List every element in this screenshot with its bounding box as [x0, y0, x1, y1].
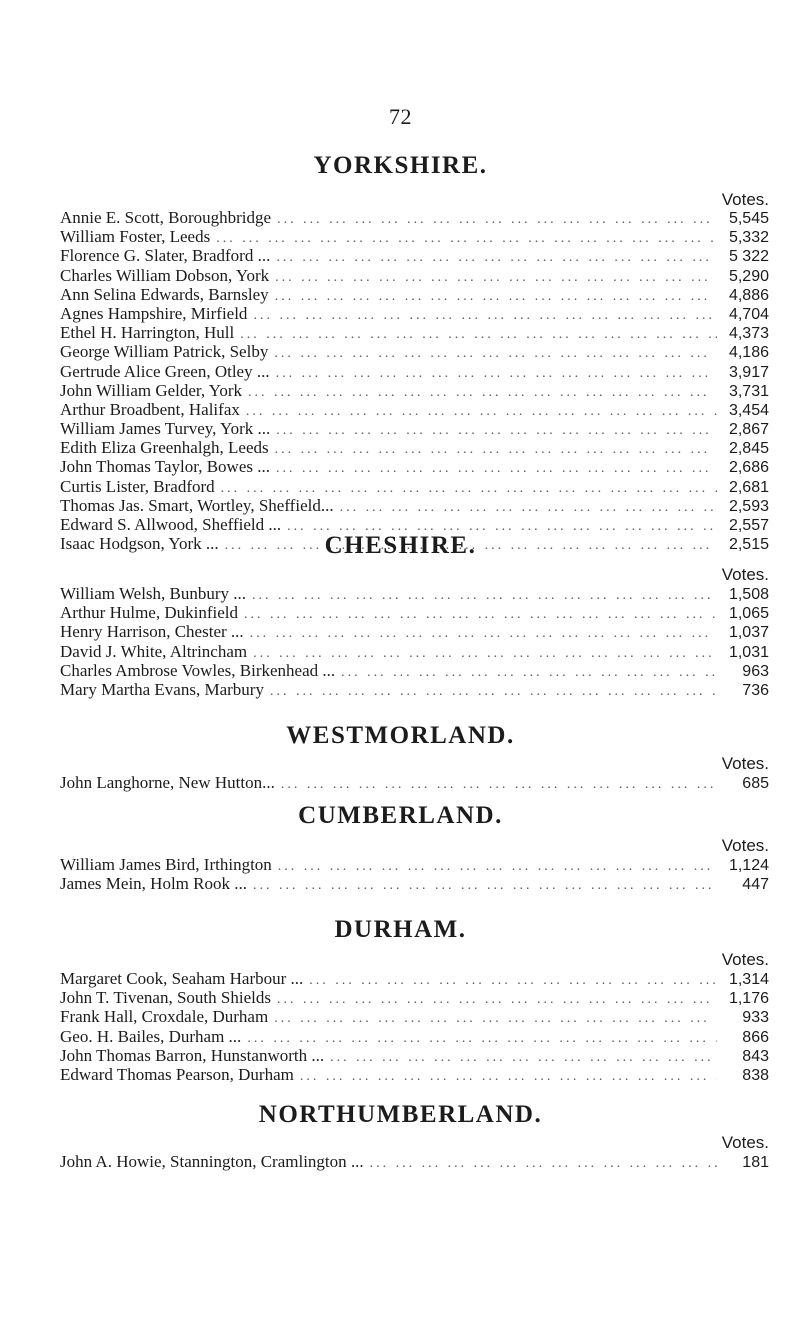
candidate-row: [60, 1046, 769, 1065]
candidate-list: [60, 773, 769, 792]
candidate-row: [60, 1152, 769, 1171]
vote-count: 3,731: [728, 382, 769, 400]
candidate-row: [60, 438, 769, 457]
vote-count: 2,515: [728, 536, 769, 554]
vote-count: 2,845: [728, 440, 769, 458]
page-number: 72: [389, 104, 412, 129]
dot-leader: [274, 344, 717, 361]
candidate-list: [60, 208, 769, 553]
candidate-name: Henry Harrison, Chester ...: [60, 622, 244, 642]
dot-leader: [244, 605, 717, 622]
vote-count: 5,545: [728, 210, 769, 227]
candidate-row: [60, 323, 769, 342]
dot-leader: [240, 325, 717, 342]
dot-leader: [250, 624, 717, 641]
candidate-name: William James Turvey, York ...: [60, 419, 271, 439]
dot-leader: [281, 775, 717, 792]
candidate-row: [60, 1027, 769, 1046]
candidate-row: [60, 304, 769, 323]
candidate-row: [60, 362, 769, 381]
candidate-name: Edward Thomas Pearson, Durham: [60, 1064, 294, 1084]
vote-count: 5,332: [728, 229, 769, 247]
section-title: WESTMORLAND.: [286, 722, 515, 749]
vote-count: 866: [742, 1028, 769, 1046]
vote-count: 1,508: [728, 586, 769, 603]
candidate-row: [60, 419, 769, 438]
candidate-name: Margaret Cook, Seaham Harbour ...: [60, 969, 304, 988]
dot-leader: [253, 876, 717, 893]
candidate-row: [60, 988, 769, 1007]
dot-leader: [270, 682, 717, 699]
section-title: DURHAM.: [334, 916, 467, 943]
dot-leader: [248, 383, 717, 400]
section-title: CHESHIRE.: [324, 532, 477, 559]
candidate-name: John Thomas Taylor, Bowes ...: [60, 457, 270, 477]
dot-leader: [276, 248, 717, 265]
candidate-name: Arthur Hulme, Dukinfield: [60, 603, 238, 623]
votes-column-header: Votes.: [721, 190, 769, 209]
candidate-row: [60, 642, 769, 661]
section-title: NORTHUMBERLAND.: [258, 1101, 543, 1128]
vote-count: 1,065: [728, 605, 769, 623]
vote-count: 1,037: [728, 624, 769, 642]
dot-leader: [275, 440, 717, 457]
section-durham: [0, 914, 801, 1084]
vote-count: 933: [742, 1009, 769, 1027]
candidate-name: James Mein, Holm Rook ...: [60, 874, 247, 894]
vote-count: 447: [742, 876, 769, 894]
vote-count: 2,867: [728, 421, 769, 439]
candidate-name: Mary Martha Evans, Marbury: [60, 679, 264, 699]
candidate-name: Frank Hall, Croxdale, Durham: [60, 1007, 269, 1027]
candidate-list: [60, 855, 769, 893]
candidate-name: Curtis Lister, Bradford: [60, 476, 215, 496]
candidate-row: [60, 285, 769, 304]
vote-count: 4,886: [728, 286, 769, 304]
vote-count: 181: [742, 1154, 769, 1171]
candidate-name: John Langhorne, New Hutton...: [60, 773, 275, 792]
candidate-row: [60, 400, 769, 419]
vote-count: 5 322: [728, 248, 769, 266]
candidate-name: Isaac Hodgson, York ...: [60, 534, 219, 554]
candidate-row: [60, 1065, 769, 1084]
vote-count: 2,557: [728, 517, 769, 534]
vote-count: 1,176: [728, 990, 769, 1008]
candidate-name: William Welsh, Bunbury ...: [60, 584, 247, 603]
section-westmorland: [0, 720, 801, 792]
dot-leader: [252, 586, 717, 603]
dot-leader: [221, 479, 717, 496]
candidate-name: Annie E. Scott, Boroughbridge: [60, 208, 272, 227]
dot-leader: [340, 498, 717, 515]
candidate-name: George William Patrick, Selby: [60, 342, 269, 362]
candidate-name: Ethel H. Harrington, Hull: [60, 323, 235, 343]
vote-count: 963: [742, 662, 769, 680]
candidate-name: John William Gelder, York: [60, 380, 243, 400]
vote-count: 3,917: [728, 363, 769, 381]
candidate-row: [60, 342, 769, 361]
candidate-row: [60, 584, 769, 603]
votes-column-header: Votes.: [721, 565, 769, 584]
vote-count: 736: [742, 681, 769, 699]
candidate-row: [60, 208, 769, 227]
candidate-name: John T. Tivenan, South Shields: [60, 988, 271, 1008]
candidate-name: Charles Ambrose Vowles, Birkenhead ...: [60, 660, 336, 680]
vote-count: 4,373: [728, 325, 769, 343]
candidate-row: [60, 622, 769, 641]
dot-leader: [309, 971, 717, 988]
dot-leader: [276, 459, 717, 476]
votes-column-header: Votes.: [721, 950, 769, 969]
votes-column-header: Votes.: [721, 1133, 769, 1152]
candidate-name: Charles William Dobson, York: [60, 265, 270, 285]
vote-count: 2,593: [728, 497, 769, 515]
vote-count: 838: [742, 1066, 769, 1084]
candidate-row: [60, 855, 769, 874]
dot-leader: [330, 1048, 717, 1065]
candidate-name: Ann Selina Edwards, Barnsley: [60, 284, 269, 304]
candidate-row: [60, 227, 769, 246]
candidate-row: [60, 680, 769, 699]
vote-count: 1,031: [728, 643, 769, 661]
candidate-row: [60, 773, 769, 792]
section-title: YORKSHIRE.: [313, 152, 488, 179]
dot-leader: [370, 1154, 717, 1171]
vote-count: 4,704: [728, 305, 769, 323]
candidate-name: Geo. H. Bailes, Durham ...: [60, 1026, 242, 1046]
candidate-row: [60, 603, 769, 622]
candidate-row: [60, 381, 769, 400]
candidate-row: [60, 874, 769, 893]
candidate-row: [60, 661, 769, 680]
candidate-name: John Thomas Barron, Hunstanworth ...: [60, 1045, 325, 1065]
candidate-row: [60, 496, 769, 515]
dot-leader: [275, 287, 717, 304]
dot-leader: [216, 229, 717, 246]
vote-count: 1,124: [728, 857, 769, 874]
dot-leader: [277, 210, 717, 227]
dot-leader: [275, 268, 717, 285]
vote-count: 1,314: [728, 971, 769, 988]
candidate-name: William Foster, Leeds: [60, 227, 211, 247]
section-title: CUMBERLAND.: [298, 802, 503, 829]
candidate-name: Edith Eliza Greenhalgh, Leeds: [60, 438, 269, 458]
dot-leader: [276, 364, 717, 381]
candidate-row: [60, 246, 769, 265]
candidate-name: William James Bird, Irthington: [60, 855, 272, 874]
candidate-name: Thomas Jas. Smart, Wortley, Sheffield...: [60, 495, 334, 515]
dot-leader: [341, 663, 717, 680]
candidate-name: David J. White, Altrincham: [60, 641, 248, 661]
candidate-row: [60, 969, 769, 988]
vote-count: 4,186: [728, 344, 769, 362]
candidate-row: [60, 477, 769, 496]
vote-count: 2,686: [728, 459, 769, 477]
dot-leader: [276, 421, 717, 438]
candidate-name: Florence G. Slater, Bradford ...: [60, 246, 271, 266]
vote-count: 685: [742, 775, 769, 792]
section-cheshire: [0, 530, 801, 699]
candidate-list: [60, 969, 769, 1084]
candidate-row: [60, 457, 769, 476]
dot-leader: [277, 990, 717, 1007]
vote-count: 2,681: [728, 478, 769, 496]
dot-leader: [274, 1009, 717, 1026]
dot-leader: [253, 644, 717, 661]
candidate-name: Agnes Hampshire, Mirfield: [60, 303, 248, 323]
candidate-name: John A. Howie, Stannington, Cramlington ...: [60, 1152, 364, 1171]
votes-column-header: Votes.: [721, 754, 769, 773]
vote-count: 3,454: [728, 401, 769, 419]
candidate-name: Edward S. Allwood, Sheffield ...: [60, 515, 282, 534]
section-northumberland: [0, 1099, 801, 1171]
candidate-list: [60, 1152, 769, 1171]
candidate-name: Arthur Broadbent, Halifax: [60, 399, 240, 419]
dot-leader: [246, 402, 717, 419]
dot-leader: [278, 857, 717, 874]
votes-column-header: Votes.: [721, 836, 769, 855]
dot-leader: [300, 1067, 717, 1084]
candidate-name: Gertrude Alice Green, Otley ...: [60, 361, 270, 381]
candidate-row: [60, 266, 769, 285]
section-cumberland: [0, 800, 801, 894]
vote-count: 843: [742, 1047, 769, 1065]
dot-leader: [253, 306, 717, 323]
candidate-row: [60, 1007, 769, 1026]
dot-leader: [247, 1029, 717, 1046]
candidate-list: [60, 584, 769, 699]
vote-count: 5,290: [728, 267, 769, 285]
